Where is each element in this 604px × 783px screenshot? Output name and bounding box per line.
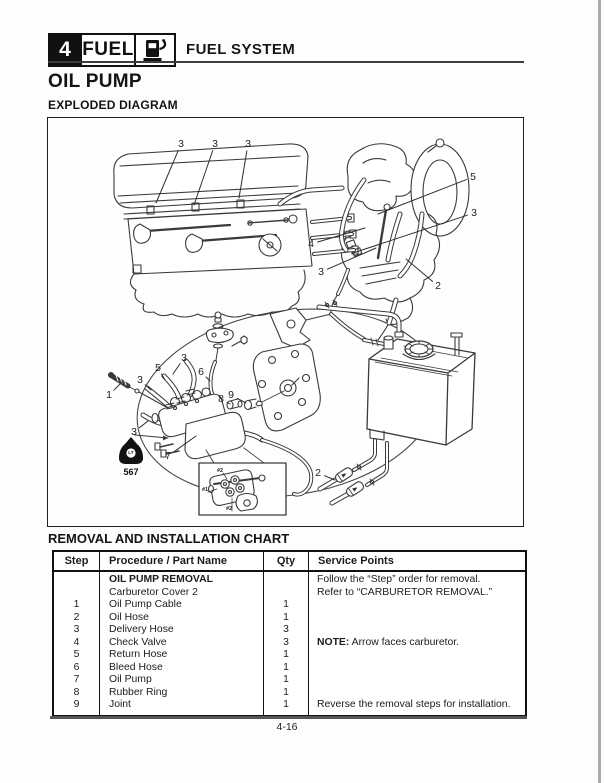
exploded-diagram-svg xyxy=(48,118,522,525)
callout-label: 3 xyxy=(471,207,477,219)
inline-filter xyxy=(345,480,365,497)
table-line-step: 8 xyxy=(73,686,80,698)
callout-label: 3 xyxy=(178,138,184,150)
chapter-label: FUEL xyxy=(80,35,134,65)
callout-label: 5 xyxy=(155,362,161,374)
callout-label: 3 xyxy=(181,352,187,364)
table-line-name: Carburetor Cover 2 xyxy=(109,586,198,598)
table-column-name xyxy=(100,572,264,715)
callout-leader xyxy=(140,421,148,428)
callout-label: 1 xyxy=(106,389,112,401)
callout-label: 4 xyxy=(308,238,314,250)
table-line-name: Oil Pump xyxy=(109,674,152,686)
intake-silencer-assembly xyxy=(114,144,358,317)
table-line-service xyxy=(309,624,525,637)
parts-table xyxy=(52,550,527,717)
chart-heading: REMOVAL AND INSTALLATION CHART xyxy=(48,531,290,546)
table-line-name: Return Hose xyxy=(109,649,168,661)
callout-label: 2 xyxy=(435,280,441,292)
table-line-step: 5 xyxy=(73,649,80,661)
callout-label: 5 xyxy=(470,171,476,183)
callout-label: 3 xyxy=(131,426,137,438)
table-line-step: 9 xyxy=(73,699,80,711)
header-rule xyxy=(48,61,524,63)
page-number: 4-16 xyxy=(276,721,298,733)
table-line-qty: 3 xyxy=(283,624,289,636)
table-line-step xyxy=(54,574,99,587)
callout-label: 3 xyxy=(212,138,218,150)
callout-leader xyxy=(353,215,467,253)
callout-label: 8 xyxy=(218,393,224,405)
mount-bracket xyxy=(270,308,331,348)
table-line-qty: 1 xyxy=(283,599,289,611)
table-line-qty xyxy=(264,587,308,600)
table-line-name: Rubber Ring xyxy=(109,686,168,698)
table-line-qty xyxy=(264,574,308,587)
table-header-procedure-part-name: Procedure / Part Name xyxy=(100,552,264,572)
callout-label: 3 xyxy=(245,138,251,150)
table-header-qty: Qty xyxy=(264,552,309,572)
table-line-qty: 1 xyxy=(283,611,289,623)
callout-leader xyxy=(173,364,180,374)
table-line-name: Check Valve xyxy=(109,636,167,648)
table-column-step xyxy=(54,572,100,715)
table-line-service: Refer to “CARBURETOR REMOVAL.” xyxy=(317,586,493,598)
section-title: FUEL SYSTEM xyxy=(186,41,296,58)
scan-edge-artifact xyxy=(598,0,601,783)
table-line-qty: 1 xyxy=(283,699,289,711)
callout-label: 2 xyxy=(315,467,321,479)
page-subtitle: EXPLODED DIAGRAM xyxy=(48,98,178,112)
page-title: OIL PUMP xyxy=(48,71,142,92)
table-line-service xyxy=(309,687,525,700)
table-line-name: Bleed Hose xyxy=(109,661,163,673)
pump-mounting-plate xyxy=(253,344,320,431)
table-line-service xyxy=(309,612,525,625)
table-line-qty: 3 xyxy=(283,636,289,648)
sealant-code: 567 xyxy=(123,467,139,477)
table-line-qty: 1 xyxy=(283,649,289,661)
table-line-service xyxy=(309,599,525,612)
sealant-badge xyxy=(119,435,168,464)
inset-label: #2 xyxy=(216,468,224,474)
table-line-step xyxy=(54,587,99,600)
table-line-name: Oil Hose xyxy=(109,611,149,623)
table-line-service: Follow the “Step” order for removal. xyxy=(317,574,481,585)
inset-label: #2 xyxy=(225,506,233,512)
table-line-name: OIL PUMP REMOVAL xyxy=(109,574,213,585)
table-column-qty xyxy=(264,572,309,715)
table-line-step: 4 xyxy=(73,636,80,648)
table-header-step: Step xyxy=(54,552,100,572)
table-line-name: Joint xyxy=(109,699,131,711)
table-line-name: Delivery Hose xyxy=(109,624,174,636)
table-line-step: 6 xyxy=(73,661,80,673)
callout-leader xyxy=(324,476,335,480)
table-line-name: Oil Pump Cable xyxy=(109,599,182,611)
callout-leader xyxy=(406,259,433,281)
table-line-service xyxy=(309,674,525,687)
table-header-service-points: Service Points xyxy=(309,552,525,572)
pump-detail-inset xyxy=(199,463,286,515)
exploded-diagram-frame xyxy=(47,117,524,527)
table-line-service xyxy=(309,662,525,675)
table-line-qty: 1 xyxy=(283,686,289,698)
table-line-service: Reverse the removal steps for installation. xyxy=(317,699,511,711)
table-line-step: 2 xyxy=(73,611,80,623)
chapter-number: 4 xyxy=(50,35,80,65)
table-line-step: 7 xyxy=(73,674,80,686)
table-line-service xyxy=(309,649,525,662)
sealant-abbr: LT xyxy=(128,451,134,456)
table-line-step: 3 xyxy=(73,624,80,636)
footer-rule xyxy=(50,716,527,719)
callout-label: 3 xyxy=(137,374,143,386)
callout-leader xyxy=(114,382,122,390)
callout-label: 3 xyxy=(318,266,324,278)
table-line-qty: 1 xyxy=(283,674,289,686)
callout-label: 9 xyxy=(228,389,234,401)
table-line-service: NOTE: Arrow faces carburetor. xyxy=(317,636,460,648)
callout-label: 6 xyxy=(198,366,204,378)
table-line-qty: 1 xyxy=(283,661,289,673)
table-line-step: 1 xyxy=(73,599,80,611)
callout-label: 7 xyxy=(165,450,171,462)
table-column-service xyxy=(309,572,525,715)
inset-label: #1 xyxy=(201,487,209,493)
